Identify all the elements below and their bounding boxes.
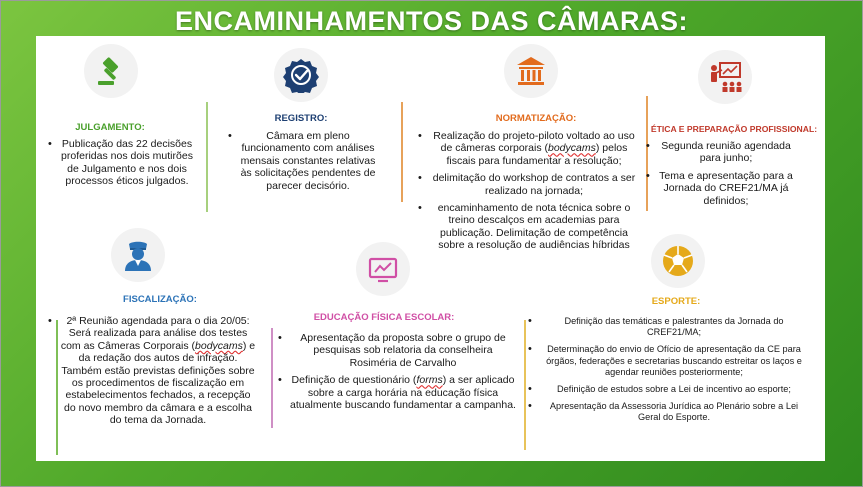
list-item: • Definição das temáticas e palestrantes da Jornada do CREF21/MA;	[526, 316, 808, 338]
etica-title: ÉTICA E PREPARAÇÃO PROFISSIONAL:	[650, 124, 818, 134]
esporte-body	[526, 316, 808, 430]
list-item: • delimitação do workshop de contratos a ser realizado na jornada;	[416, 172, 638, 197]
soccer-ball-icon	[651, 234, 705, 288]
fiscalizacao-body	[46, 315, 256, 432]
normatizacao-title: NORMATIZAÇÃO:	[495, 113, 577, 124]
divider	[271, 328, 273, 428]
fiscalizacao-title: FISCALIZAÇÃO:	[123, 294, 197, 305]
educacao-title: EDUCAÇÃO FÍSICA ESCOLAR:	[313, 312, 455, 323]
list-item: • Tema e apresentação para a Jornada do CREF21/MA já definidos;	[644, 170, 794, 207]
bodycams-term: bodycams	[548, 142, 596, 155]
list-item: • Segunda reunião agendada para junho;	[644, 140, 794, 165]
screen-chart-icon	[356, 242, 410, 296]
content-panel	[36, 36, 825, 461]
julgamento-title: JULGAMENTO:	[75, 122, 145, 133]
gavel-icon	[84, 44, 138, 98]
verified-badge-icon	[274, 48, 328, 102]
list-item: • Apresentação da proposta sobre o grupo de pesquisas sob relatoria da conselheira Rosiméria de Carvalho	[276, 332, 516, 369]
list-item: • encaminhamento de nota técnica sobre o treino descalços em academias para publicação. Delimitação de competência sobre a resolução de audiências híbridas	[416, 202, 638, 252]
list-item: • Câmara em pleno funcionamento com análises mensais constantes relativas às solicitações pendentes de parecer decisório.	[226, 130, 376, 192]
etica-body	[644, 140, 794, 212]
list-item: • Definição de estudos sobre a Lei de incentivo ao esporte;	[526, 384, 808, 395]
registro-body	[226, 130, 376, 197]
esporte-title: ESPORTE:	[651, 296, 701, 307]
registro-title: REGISTRO:	[274, 113, 328, 124]
normatizacao-body	[416, 130, 638, 257]
list-item: • Determinação do envio de Ofício de apresentação da CE para órgãos, federações e secretarias buscando estreitar os laços e agendar reuniões posteriormente;	[526, 344, 808, 378]
divider	[206, 102, 208, 212]
julgamento-body	[46, 138, 194, 193]
slide-title: ENCAMINHAMENTOS DAS CÂMARAS:	[175, 6, 688, 36]
institution-building-icon	[504, 44, 558, 98]
forms-term: forms	[416, 374, 443, 387]
police-officer-icon	[111, 228, 165, 282]
list-item: • Apresentação da Assessoria Jurídica ao Plenário sobre a Lei Geral do Esporte.	[526, 401, 808, 423]
presentation-board-icon	[698, 50, 752, 104]
list-item: • Realização do projeto-piloto voltado ao uso de câmeras corporais (bodycams) pelos fiscais para fundamentar a resolução;	[416, 130, 638, 167]
educacao-body	[276, 332, 516, 416]
list-item: • 2ª Reunião agendada para o dia 20/05: Será realizada para análise dos testes com as Câmeras Corporais (bodycams) e da redação dos autos de infração. Também estão previstas definições sobre os procedimentos de fiscalização em estabelecimentos fechados, a recepção do novo membro da câmara e a escolha do tema da Jornada.	[46, 315, 256, 427]
divider	[401, 102, 403, 202]
list-item: • Publicação das 22 decisões proferidas nos dois mutirões de Julgamento e nos dois processos éticos julgados.	[46, 138, 194, 188]
bodycams-term: bodycams	[195, 339, 243, 352]
list-item: • Definição de questionário (forms) a ser aplicado sobre a carga horária na educação física atualmente buscando fundamentar a campanha.	[276, 374, 516, 411]
